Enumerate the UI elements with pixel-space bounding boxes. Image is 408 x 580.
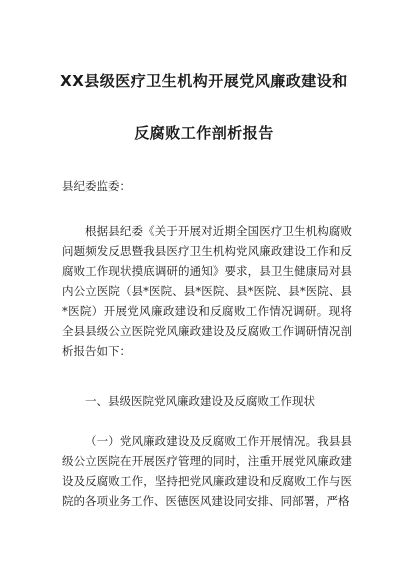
body-paragraph-2: （一）党风廉政建设及反腐败工作开展情况。我县县级公立医院在开展医疗管理的同时，注重开展党风廉政建设及反腐败工作，坚持把党风廉政建设和反腐败工作与医院的各项业务工作、医德医风建设同安排、同部署，严格 [62,434,352,508]
salutation: 县纪委监委： [62,179,131,193]
document-title-line-2: 反腐败工作剖析报告 [134,124,274,142]
body-paragraph-1: 根据县纪委《关于开展对近期全国医疗卫生机构腐败问题频发反思暨我县医疗卫生机构党风廉政建设工作和反腐败工作现状摸底调研的通知》要求，县卫生健康局对县内公立医院（县*医院、县*医院、县*医院、县*医院、县*医院）开展党风廉政建设和反腐败工作情况调研。现将全县县级公立医院党风廉政建设及反腐败工作调研情况剖析报告如下： [62,224,352,358]
section-heading: 一、县级医院党风廉政建设及反腐败工作现状 [85,394,315,408]
document-title-line-1: XX县级医疗卫生机构开展党风廉政建设和 [60,72,348,90]
